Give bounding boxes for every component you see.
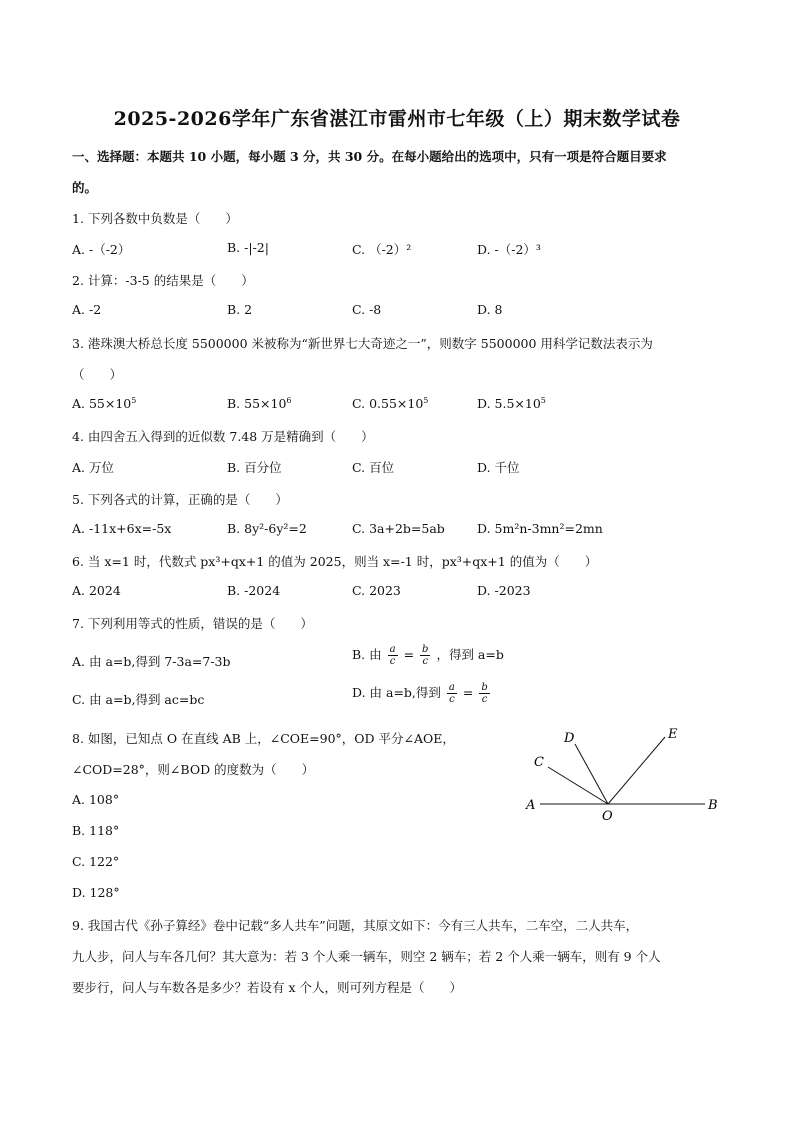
question-7-option-c: C. 由 a=b,得到 ac=bc	[72, 692, 205, 707]
question-5-option-d: D. 5m²n-3mn²=2mn	[477, 521, 603, 536]
page-title: 2025-2026学年广东省湛江市雷州市七年级（上）期末数学试卷	[113, 108, 681, 130]
section-heading-line1: 一、选择题：本题共 10 小题，每小题 3 分，共 30 分。在每小题给出的选项中，只有一项是符合题目要求	[72, 149, 667, 164]
question-3-stem-line1: 3. 港珠澳大桥总长度 5500000 米被称为“新世界七大奇迹之一”，则数字 5500000 用科学记数法表示为	[72, 336, 653, 351]
question-6-option-b: B. -2024	[227, 583, 281, 598]
fraction-a-over-c: $\frac{a}{c}$	[448, 682, 455, 705]
question-5-option-a: A. -11x+6x=-5x	[72, 521, 172, 536]
question-6-option-a: A. 2024	[72, 583, 121, 598]
question-7-option-d: D. 由 a=b,得到 $\frac{a}{c}$ = $\frac{b}{c}$	[352, 682, 488, 705]
ray-oe	[608, 737, 665, 804]
question-4-stem: 4. 由四舍五入得到的近似数 7.48 万是精确到（ ）	[72, 429, 374, 444]
label-c: C	[534, 755, 544, 770]
question-8-option-c: C. 122°	[72, 854, 120, 869]
question-1-option-d: D. -（-2）³	[477, 242, 541, 257]
question-9-stem-line3: 要步行，问人与车数各是多少？若设有 x 个人，则可列方程是（ ）	[72, 980, 462, 995]
question-1-option-b: B. -|-2|	[227, 240, 269, 255]
fraction-b-over-c: $\frac{b}{c}$	[422, 644, 429, 667]
question-2-stem: 2. 计算：-3-5 的结果是（ ）	[72, 273, 254, 288]
angle-figure	[520, 722, 730, 827]
question-4-option-d: D. 千位	[477, 460, 520, 475]
question-7-stem: 7. 下列利用等式的性质，错误的是（ ）	[72, 616, 313, 631]
question-7-option-a: A. 由 a=b,得到 7-3a=7-3b	[72, 654, 231, 669]
question-6-option-c: C. 2023	[352, 583, 401, 598]
question-8-stem-line2: ∠COD=28°，则∠BOD 的度数为（ ）	[72, 762, 315, 777]
question-3-option-d: D. $5.5\times 10^5$	[477, 396, 546, 411]
question-1-option-a: A. -（-2）	[72, 242, 131, 257]
question-5-option-c: C. 3a+2b=5ab	[352, 521, 445, 536]
question-2-option-c: C. -8	[352, 302, 382, 317]
question-6-stem: 6. 当 x=1 时，代数式 px³+qx+1 的值为 2025，则当 x=-1 时，px³+qx+1 的值为（ ）	[72, 554, 598, 569]
ray-oc	[548, 767, 608, 804]
label-e: E	[668, 727, 678, 742]
question-5-option-b: B. 8y²-6y²=2	[227, 521, 307, 536]
question-1-stem: 1. 下列各数中负数是（ ）	[72, 211, 238, 226]
question-2-option-d: D. 8	[477, 302, 503, 317]
question-3-stem-line2: （ ）	[72, 367, 123, 382]
question-8-option-b: B. 118°	[72, 823, 120, 838]
label-d: D	[564, 731, 575, 746]
question-1-option-c: C. （-2）²	[352, 242, 412, 257]
question-3-option-a: A. $55\times 10^5$	[72, 396, 137, 411]
ray-od	[575, 744, 608, 804]
section-heading-line2: 的。	[72, 180, 98, 195]
question-6-option-d: D. -2023	[477, 583, 531, 598]
fraction-a-over-c: $\frac{a}{c}$	[389, 644, 396, 667]
question-3-option-b: B. $55\times 10^6$	[227, 396, 292, 411]
question-4-option-c: C. 百位	[352, 460, 395, 475]
question-9-stem-line1: 9. 我国古代《孙子算经》卷中记载“多人共车”问题，其原文如下：今有三人共车，二车空，二人共车，	[72, 918, 639, 933]
question-3-option-c: C. $0.55\times 10^5$	[352, 396, 429, 411]
question-5-stem: 5. 下列各式的计算，正确的是（ ）	[72, 492, 288, 507]
question-4-option-b: B. 百分位	[227, 460, 282, 475]
question-2-option-a: A. -2	[72, 302, 102, 317]
question-9-stem-line2: 九人步，问人与车各几何？其大意为：若 3 个人乘一辆车，则空 2 辆车；若 2 个人乘一辆车，则有 9 个人	[72, 949, 661, 964]
question-2-option-b: B. 2	[227, 302, 253, 317]
question-8-stem-line1: 8. 如图，已知点 O 在直线 AB 上，∠COE=90°，OD 平分∠AOE，	[72, 731, 455, 746]
label-a: A	[526, 798, 536, 813]
label-o: O	[602, 809, 613, 824]
question-8-option-d: D. 128°	[72, 885, 120, 900]
question-7-option-b: B. 由 $\frac{a}{c}$ = $\frac{b}{c}$ ，得到 a=b	[352, 644, 504, 667]
question-8-option-a: A. 108°	[72, 792, 120, 807]
question-4-option-a: A. 万位	[72, 460, 114, 475]
fraction-b-over-c: $\frac{b}{c}$	[481, 682, 488, 705]
label-b: B	[708, 798, 718, 813]
